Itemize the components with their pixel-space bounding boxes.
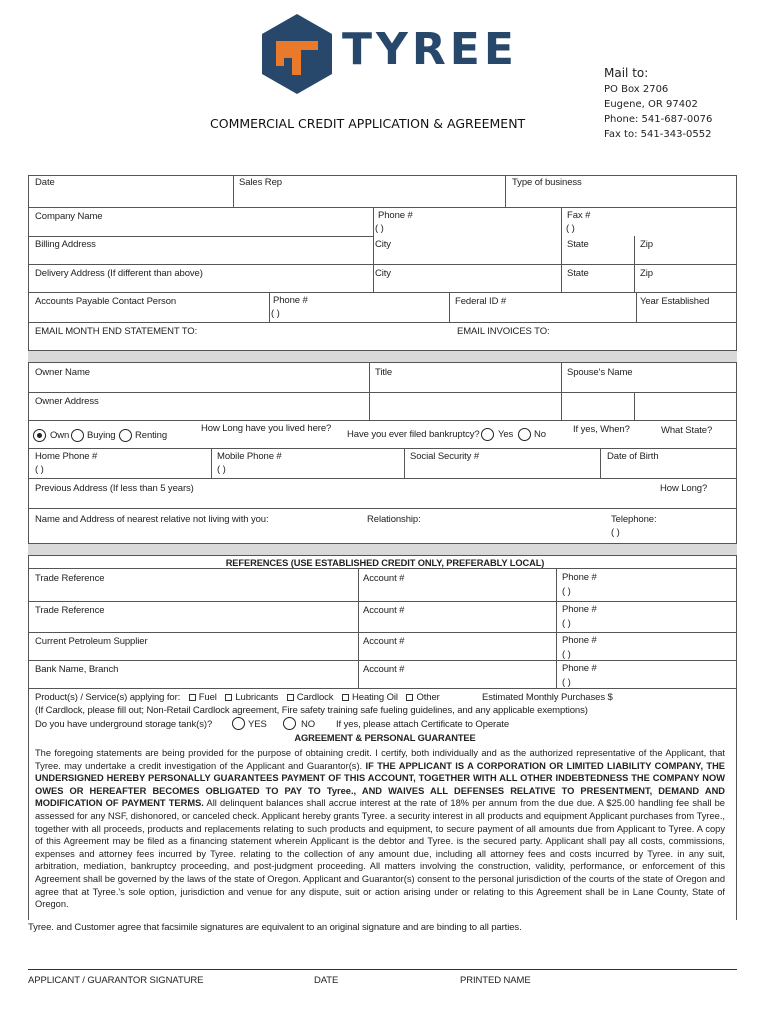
agreement-guarantee-bold: IF THE APPLICANT IS A CORPORATION OR LIMITED LIABILITY COMPANY, THE UNDERSIGNED HEREBY PERSONALLY GUARANTEES PAYMENT OF THIS ACCOUNT, TOGETHER WITH ALL OTHER INDEBTEDNESS THE COMPANY NOW OWES OR HEREAFTER BECOMES OBLIGATED TO PAY TO Tyree., AND WAIVES ALL DEFENSES RELATIVE TO PRESENTMENT, DEMAND AND MODIFICATION OF PAYMENT TERMS.	[35, 760, 725, 809]
cardlock-label: Cardlock	[296, 692, 334, 703]
other-checkbox[interactable]	[406, 694, 413, 701]
nearest-relative-field[interactable]: Name and Address of nearest relative not living with you:	[35, 514, 269, 525]
relative-telephone-paren: ( )	[611, 527, 620, 538]
products-label: Product(s) / Service(s) applying for:	[35, 692, 181, 703]
storage-yes-label: YES	[248, 719, 267, 730]
renting-label: Renting	[135, 430, 168, 441]
trade-reference-1-phone[interactable]: Phone #	[562, 572, 597, 583]
trade-reference-1-paren: ( )	[562, 586, 571, 597]
if-yes-when-field[interactable]: If yes, When?	[573, 424, 630, 435]
ap-contact-field[interactable]: Accounts Payable Contact Person	[35, 296, 177, 307]
trade-reference-2-phone[interactable]: Phone #	[562, 604, 597, 615]
previous-address-field[interactable]: Previous Address (If less than 5 years)	[35, 483, 194, 494]
sales-rep-field[interactable]: Sales Rep	[239, 177, 282, 188]
bankruptcy-no-label: No	[534, 429, 546, 440]
billing-address-field[interactable]: Billing Address	[35, 239, 96, 250]
relationship-field[interactable]: Relationship:	[367, 514, 421, 525]
mail-to-heading: Mail to:	[604, 66, 649, 80]
other-label: Other	[416, 692, 440, 703]
company-name-field[interactable]: Company Name	[35, 211, 103, 222]
bank-paren: ( )	[562, 677, 571, 688]
form-title: COMMERCIAL CREDIT APPLICATION & AGREEMENT	[210, 116, 526, 131]
mail-to-line: PO Box 2706	[604, 84, 669, 95]
petroleum-supplier-field[interactable]: Current Petroleum Supplier	[35, 636, 148, 647]
type-of-business-field[interactable]: Type of business	[512, 177, 582, 188]
fuel-label: Fuel	[198, 692, 217, 703]
billing-state-field[interactable]: State	[567, 239, 589, 250]
storage-tank-question: Do you have underground storage tank(s)?	[35, 719, 213, 730]
how-long-lived-field[interactable]: How Long have you lived here?	[201, 423, 332, 434]
spouse-name-field[interactable]: Spouse's Name	[567, 367, 633, 378]
signature-date-label: DATE	[314, 975, 339, 986]
cardlock-note: (If Cardlock, please fill out; Non-Retail Cardlock agreement, Fire safety training safe fueling guidelines, and any applicable exemptions)	[35, 705, 588, 716]
owner-address-field[interactable]: Owner Address	[35, 396, 99, 407]
mail-to-block	[604, 64, 712, 142]
bank-account[interactable]: Account #	[363, 664, 405, 675]
storage-yes-radio[interactable]	[232, 717, 245, 730]
date-field[interactable]: Date	[35, 177, 55, 188]
agreement-paragraph-1: The foregoing statements are being provided for the purpose of obtaining credit. I certify, both individually and as the authorized representative of the Applicant, that Tyree. may undertake a credit investigation of the Applicant and Guarantor(s).	[35, 748, 725, 771]
own-radio[interactable]	[33, 429, 46, 442]
owner-title-field[interactable]: Title	[375, 367, 393, 378]
petroleum-supplier-account[interactable]: Account #	[363, 636, 405, 647]
agreement-paragraph-2: All delinquent balances shall accrue interest at the rate of 18% per annum from the due due. A $25.00 handling fee shall be assessed for any NSF, dishonored, or canceled check. Applicant hereby grants Tyree. a security interest in all products and equipment Applicant purchases from Tyree., together with all proceeds, products and replacements relating to such products and equipment, to secure payment of all amounts due from Applicant to Tyree. A copy of this Agreement may be filed as a financing statement wherein Applicant is the debtor and Tyree. is the secured party. Applicant shall pay all costs, commissions, expenses and attorney fees incurred by Tyree. relating to the collection of any amount due, including all attorney fees and costs incurred by Tyree. in any suit, arbitration, mediation, bankruptcy proceeding, and post-judgment proceeding. All matters involving the construction, validity, performance, or enforcement of this Agreement shall be governed by the laws of the state of Oregon. Applicant and Guarantor(s) consent to the personal jurisdiction of the courts of the state of Oregon and agree that at Tyree.'s sole option, jurisdiction and venue for any dispute, suit or action arising under or relating to this Agreement shall be in Lane County, State of Oregon.	[35, 798, 725, 910]
petroleum-supplier-paren: ( )	[562, 649, 571, 660]
fuel-checkbox[interactable]	[189, 694, 196, 701]
home-phone-field[interactable]: Home Phone #	[35, 451, 98, 462]
signature-label: APPLICANT / GUARANTOR SIGNATURE	[28, 975, 204, 986]
trade-reference-2-paren: ( )	[562, 618, 571, 629]
facsimile-note: Tyree. and Customer agree that facsimile signatures are equivalent to an original signature and are binding to all parties.	[28, 922, 522, 933]
mobile-phone-field[interactable]: Mobile Phone #	[217, 451, 282, 462]
home-phone-paren: ( )	[35, 464, 44, 475]
billing-city-field[interactable]: City	[375, 239, 391, 250]
estimated-monthly-purchases-field[interactable]: Estimated Monthly Purchases $	[482, 692, 613, 703]
company-fax-field[interactable]: Fax #	[567, 210, 591, 221]
petroleum-supplier-phone[interactable]: Phone #	[562, 635, 597, 646]
company-fax-paren: ( )	[566, 223, 575, 234]
trade-reference-2-field[interactable]: Trade Reference	[35, 605, 105, 616]
bankruptcy-question: Have you ever filed bankruptcy?	[347, 429, 480, 440]
delivery-zip-field[interactable]: Zip	[640, 268, 653, 279]
storage-no-label: NO	[301, 719, 316, 730]
buying-radio[interactable]	[71, 429, 84, 442]
cardlock-checkbox[interactable]	[287, 694, 294, 701]
what-state-field[interactable]: What State?	[661, 425, 713, 436]
bank-phone[interactable]: Phone #	[562, 663, 597, 674]
bankruptcy-no-radio[interactable]	[518, 428, 531, 441]
buying-label: Buying	[87, 430, 116, 441]
mail-to-line: Phone: 541-687-0076	[604, 114, 713, 125]
heating-oil-label: Heating Oil	[352, 692, 398, 703]
relative-telephone-field[interactable]: Telephone:	[611, 514, 657, 525]
bankruptcy-yes-label: Yes	[498, 429, 514, 440]
tyree-logo-mark-icon	[262, 14, 332, 94]
own-label: Own	[50, 430, 70, 441]
signature-line[interactable]	[28, 969, 737, 970]
renting-radio[interactable]	[119, 429, 132, 442]
lubricants-label: Lubricants	[235, 692, 279, 703]
heating-oil-checkbox[interactable]	[342, 694, 349, 701]
email-month-end-field[interactable]: EMAIL MONTH END STATEMENT TO:	[35, 326, 198, 337]
company-phone-field[interactable]: Phone #	[378, 210, 413, 221]
certificate-note: If yes, please attach Certificate to Operate	[336, 719, 510, 730]
lubricants-checkbox[interactable]	[225, 694, 232, 701]
storage-no-radio[interactable]	[283, 717, 296, 730]
trade-reference-1-account[interactable]: Account #	[363, 573, 405, 584]
mail-to-line: Eugene, OR 97402	[604, 99, 698, 110]
social-security-field[interactable]: Social Security #	[410, 451, 480, 462]
delivery-state-field[interactable]: State	[567, 268, 589, 279]
federal-id-field[interactable]: Federal ID #	[455, 296, 507, 307]
owner-name-field[interactable]: Owner Name	[35, 367, 90, 378]
ap-phone-paren: ( )	[271, 308, 280, 319]
year-established-field[interactable]: Year Established	[640, 296, 710, 307]
agreement-heading: AGREEMENT & PERSONAL GUARANTEE	[294, 733, 476, 743]
bankruptcy-yes-radio[interactable]	[481, 428, 494, 441]
billing-zip-field[interactable]: Zip	[640, 239, 653, 250]
ap-phone-field[interactable]: Phone #	[273, 295, 308, 306]
mail-to-line: Fax to: 541-343-0552	[604, 129, 712, 140]
delivery-address-field[interactable]: Delivery Address (If different than above)	[35, 268, 203, 279]
references-heading: REFERENCES (USE ESTABLISHED CREDIT ONLY, PREFERABLY LOCAL)	[225, 558, 545, 568]
products-row	[35, 692, 440, 703]
agreement-text	[35, 747, 725, 911]
printed-name-label: PRINTED NAME	[460, 975, 531, 986]
trade-reference-2-account[interactable]: Account #	[363, 605, 405, 616]
email-invoices-field[interactable]: EMAIL INVOICES TO:	[457, 326, 550, 337]
bank-name-field[interactable]: Bank Name, Branch	[35, 664, 119, 675]
tyree-logo	[262, 14, 520, 94]
date-of-birth-field[interactable]: Date of Birth	[607, 451, 659, 462]
delivery-city-field[interactable]: City	[375, 268, 391, 279]
how-long-field[interactable]: How Long?	[660, 483, 708, 494]
company-phone-paren: ( )	[375, 223, 384, 234]
brand-name: TYREE	[342, 24, 518, 75]
trade-reference-1-field[interactable]: Trade Reference	[35, 573, 105, 584]
mobile-phone-paren: ( )	[217, 464, 226, 475]
